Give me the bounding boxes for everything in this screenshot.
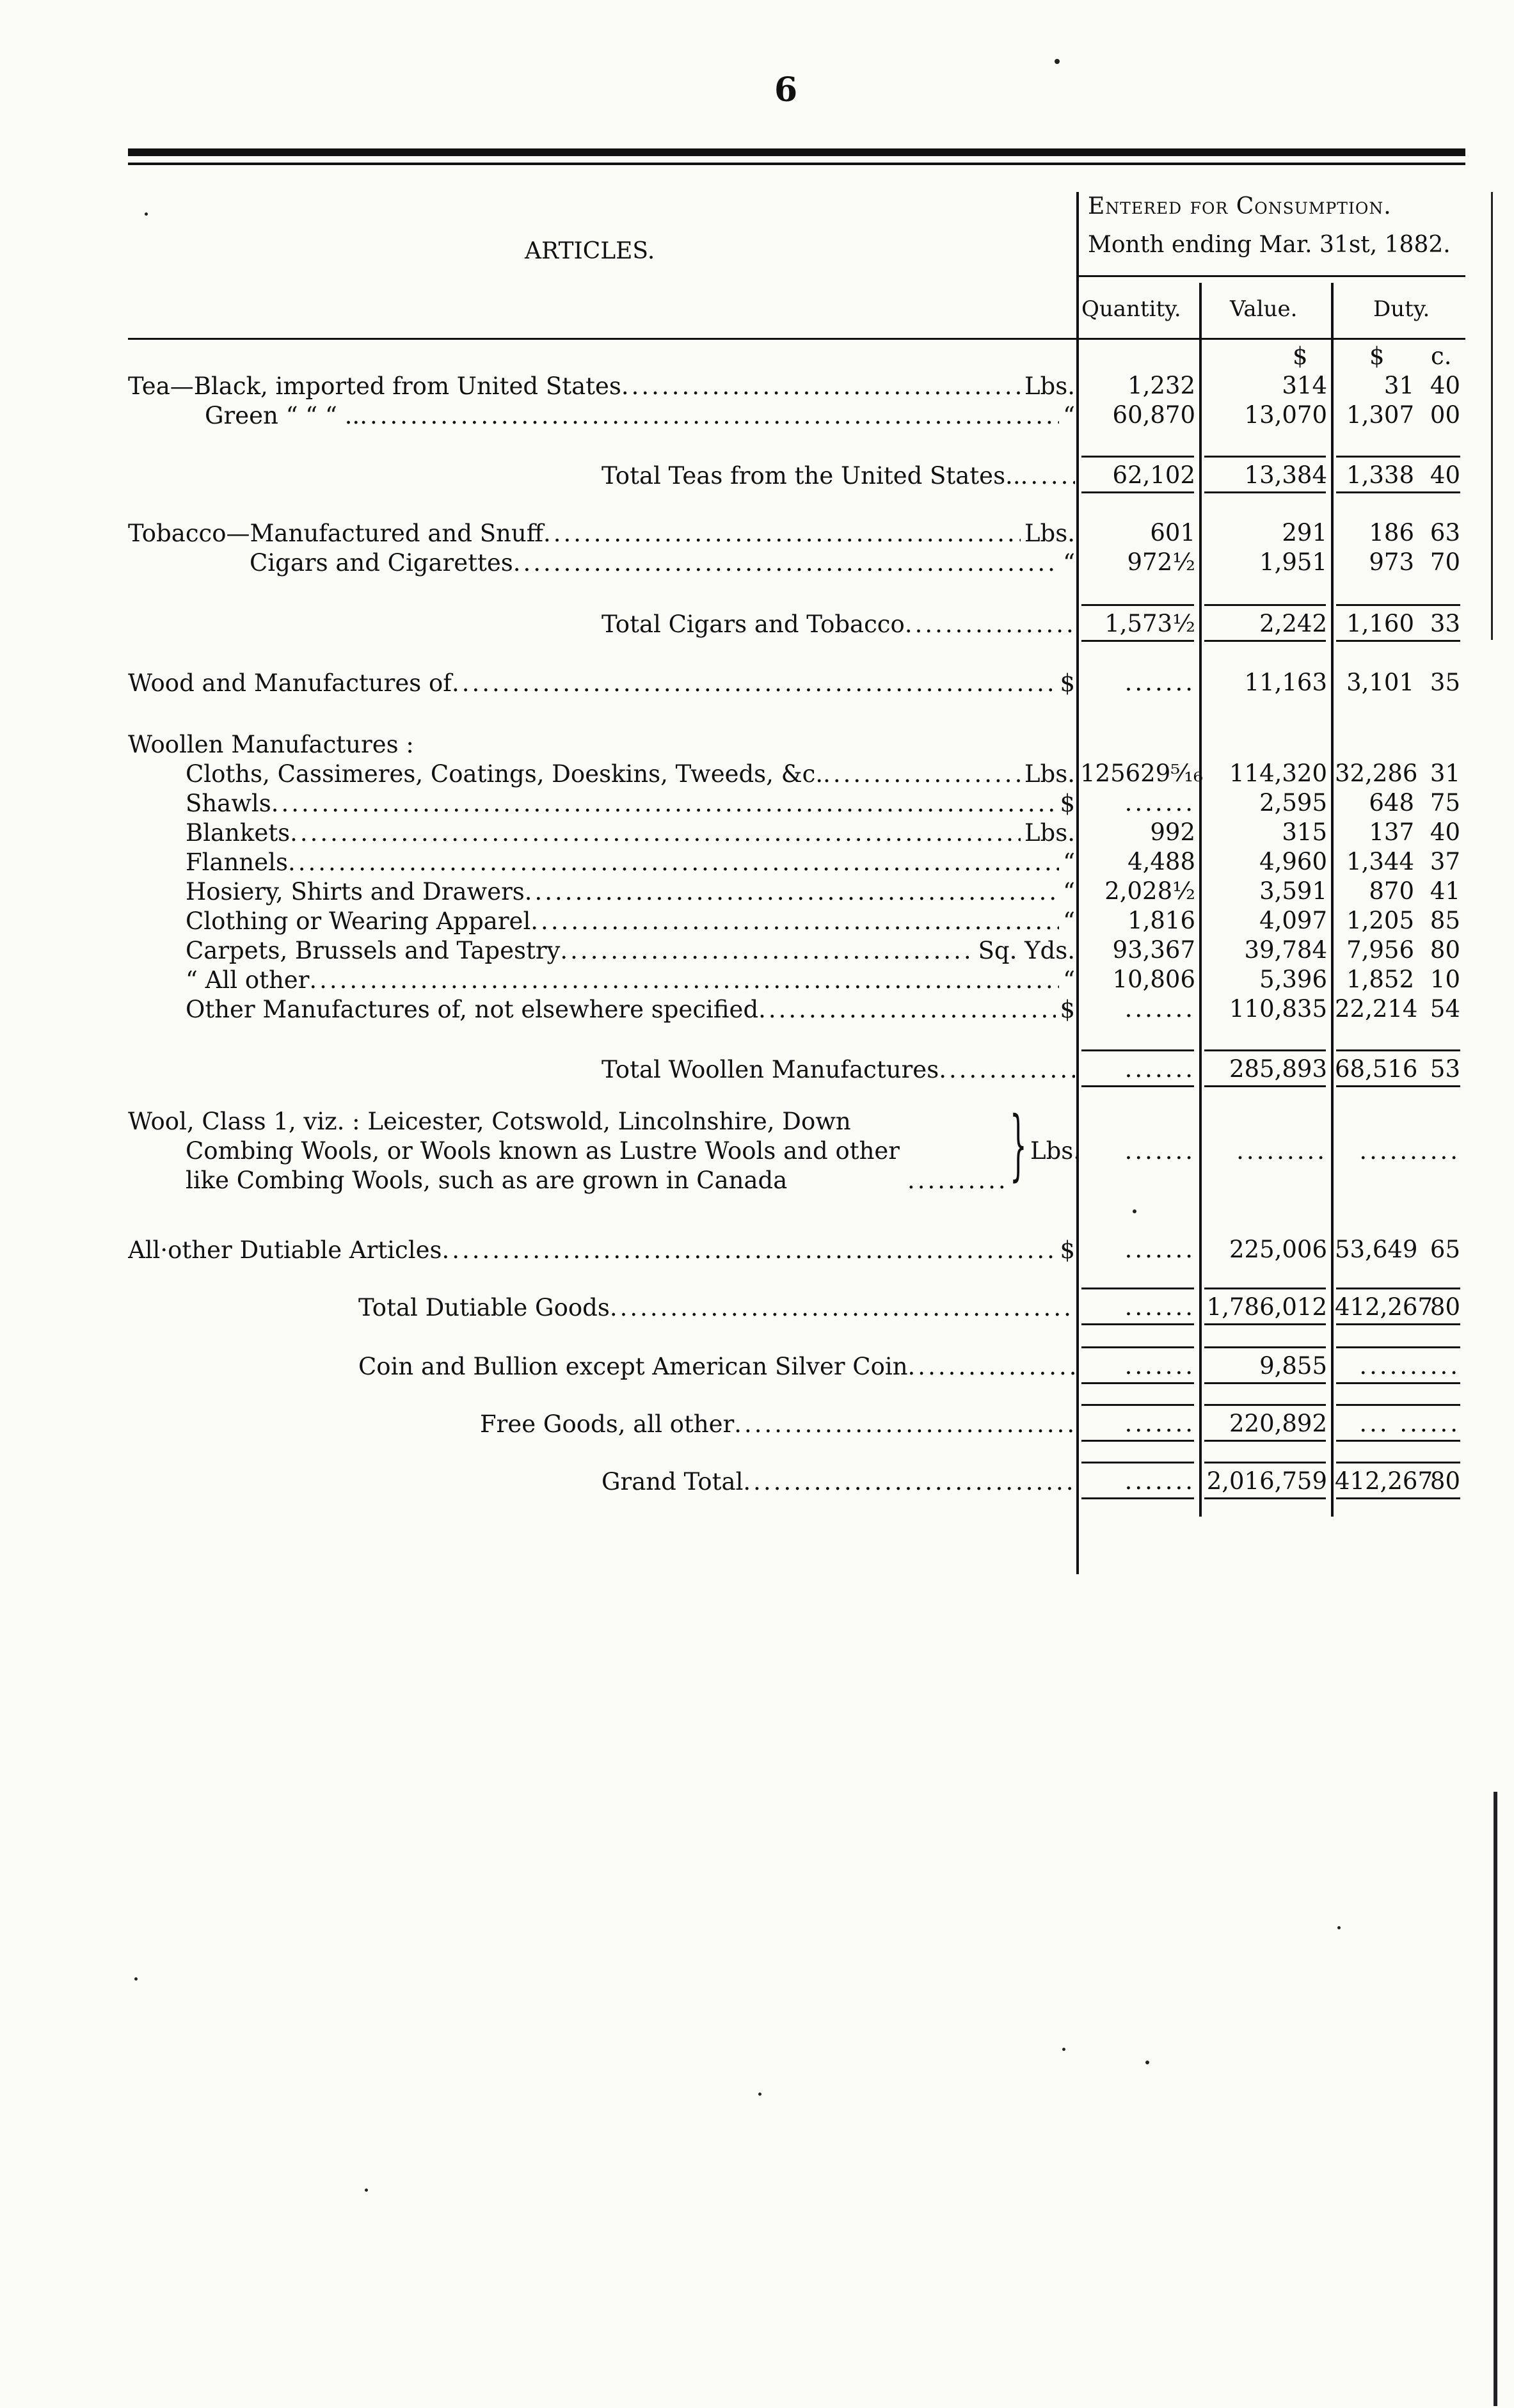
row-label-text: Wood and Manufactures of [128,669,452,697]
total-rule-bottom [1081,491,1194,493]
row-duty-dollars: 648 [1369,789,1414,817]
row-duty-dollars: 973 [1369,548,1414,576]
row-duty-cents: 00 [1430,401,1460,429]
row-value: 4,960 [1259,848,1327,875]
row-value: 220,892 [1229,1410,1327,1437]
month-heading: Month ending Mar. 31st, 1882. [1088,232,1451,258]
row-label [128,371,1075,401]
row-label [128,1293,1075,1322]
row-value: 9,855 [1259,1352,1327,1380]
row-value: 2,242 [1259,610,1327,637]
row-quantity: 1,573½ [1104,610,1195,637]
row-quantity: ....... [1124,1467,1195,1495]
header-rule [1076,275,1465,277]
row-duty-cents: 63 [1430,519,1460,546]
row-unit: “ [1063,548,1075,577]
table-row [128,906,1465,936]
row-label [128,461,1075,490]
row-quantity: 10,806 [1112,966,1195,993]
row-label-text: Total Woollen Manufactures [602,1055,939,1083]
row-label [128,788,1075,818]
row-quantity: 2,028½ [1104,877,1195,905]
row-duty-cents [1414,730,1460,759]
dollar-sign-value: $ [1293,342,1308,370]
row-duty-cents: 53 [1430,1055,1460,1083]
total-rule-top [1204,456,1326,458]
row-duty-dollars: 1,338 [1346,461,1414,489]
row-duty-cents: 80 [1430,1467,1460,1495]
total-rule-bottom [1336,491,1460,493]
total-rule-top [1204,1049,1326,1051]
row-value: 11,163 [1244,669,1327,696]
row-label [128,730,1075,759]
row-value: 110,835 [1229,995,1327,1023]
row-duty-cents: 41 [1430,877,1460,905]
row-quantity: 601 [1150,519,1195,546]
table-row [128,994,1465,1024]
leader-dots [560,937,974,964]
row-label [128,548,1075,577]
row-duty-dollars: 68,516 [1335,1055,1418,1083]
total-rule-top [1081,1462,1194,1463]
leader-dots [442,1236,1056,1264]
leader-dots [271,790,1056,817]
row-quantity: ....... [1124,995,1195,1023]
row-duty-dollars: 22,214 [1335,995,1418,1023]
row-label-text: Shawls [186,789,271,817]
row-label [128,847,1075,877]
row-duty-dollars [1335,730,1414,759]
row-duty-cents: 31 [1430,760,1460,787]
wool-unit: Lbs. [1030,1137,1081,1165]
row-duty-dollars: 137 [1369,818,1414,846]
quantity-heading: Quantity. [1081,296,1181,322]
wool-line-2: Combing Wools, or Wools known as Lustre Wools and other [186,1137,900,1165]
wool-quantity: ....... [1124,1137,1195,1165]
row-duty-cents: 37 [1430,848,1460,875]
leader-dots [309,966,1059,994]
row-duty-cents: 75 [1430,789,1460,817]
row-unit: “ [1063,877,1075,905]
row-label-text: Total Teas from the United States.. [602,461,1021,490]
row-duty-dollars: 1,307 [1346,401,1414,429]
total-rule-top [1081,1346,1194,1348]
table-row [128,788,1465,818]
total-rule-bottom [1336,1497,1460,1499]
speck [1055,59,1060,64]
total-rule-top [1336,1049,1460,1051]
table-row [128,518,1465,548]
row-quantity: ....... [1124,1293,1195,1321]
row-value: 1,951 [1259,548,1327,576]
row-label-text: Tea—Black, imported from United States [128,372,621,400]
total-row [128,609,1465,639]
wool-line-1: Wool, Class 1, viz. : Leicester, Cotswold, Lincolnshire, Down [128,1108,851,1135]
leader-dots [543,520,1021,547]
table-row [128,877,1465,906]
row-duty-dollars: 186 [1369,519,1414,546]
row-unit: “ [1063,907,1075,935]
total-row [128,1467,1465,1496]
row-label-text: Other Manufactures of, not elsewhere specified [186,995,759,1023]
row-duty-dollars: 412,267 [1335,1293,1433,1321]
row-unit: “ [1063,966,1075,994]
leader-dots [290,819,1021,847]
total-rule-bottom [1204,491,1326,493]
table-row [128,759,1465,788]
leader-dots [360,402,1059,429]
row-duty-dollars: 1,344 [1346,848,1414,875]
row-label-text: Hosiery, Shirts and Drawers [186,877,525,905]
leader-dots [905,610,1075,638]
row-quantity [1080,730,1195,759]
total-rule-bottom [1204,1382,1326,1384]
leader-dots [525,878,1059,905]
row-label-text: All·other Dutiable Articles [128,1236,442,1264]
row-duty-cents: 65 [1430,1236,1460,1263]
speck [758,2093,761,2096]
cents-sign: c. [1431,342,1452,370]
speck [1145,2061,1149,2064]
row-quantity: 125629⁵⁄₁₆ [1080,760,1203,787]
total-rule-top [1081,456,1194,458]
total-rule-bottom [1081,1497,1194,1499]
total-rule-top [1081,1049,1194,1051]
row-label-text: Flannels [186,848,288,876]
row-label-text: Coin and Bullion except American Silver Coin [358,1352,908,1380]
row-duty-cents: 33 [1430,610,1460,637]
row-value: 5,396 [1259,966,1327,993]
leader-dots [743,1468,1075,1495]
row-label [128,1235,1075,1264]
row-quantity: 1,816 [1128,907,1195,934]
total-rule-bottom [1336,1085,1460,1087]
row-label-text: “ All other [186,966,310,994]
row-value: 1,786,012 [1206,1293,1327,1321]
row-duty-dollars: 1,852 [1346,966,1414,993]
row-value: 39,784 [1244,936,1327,964]
total-rule-top [1336,456,1460,458]
row-label [128,906,1075,936]
row-value: 13,384 [1244,461,1327,489]
row-duty-cents: 70 [1430,548,1460,576]
leader-dots [530,907,1059,935]
row-duty-dollars: 3,101 [1346,669,1414,696]
row-quantity: ....... [1124,1055,1195,1083]
row-value: 2,016,759 [1206,1467,1327,1495]
leader-dots [734,1410,1075,1438]
top-thin-rule [128,163,1465,165]
leader-dots [758,996,1056,1023]
row-quantity: 1,232 [1128,372,1195,399]
row-label-text: Cloths, Cassimeres, Coatings, Doeskins, Tweeds, &c. [186,760,824,788]
table-row [128,730,1465,759]
row-duty-cents: 35 [1430,669,1460,696]
row-duty-cents: 80 [1430,1293,1460,1321]
total-rule-top [1336,1404,1460,1406]
row-value: 4,097 [1259,907,1327,934]
entered-heading: Entered for Consumption. [1088,193,1392,219]
table-row [128,371,1465,401]
top-thick-rule [128,148,1465,156]
row-label [128,401,1075,430]
row-label [128,1467,1075,1496]
total-rule-top [1081,1288,1194,1289]
articles-heading: ARTICLES. [525,238,655,264]
consumption-table [128,186,1465,1517]
row-label-text: Woollen Manufactures : [128,730,414,758]
dollar-sign-duty: $ [1369,342,1385,370]
total-rule-top [1081,604,1194,606]
row-value: 114,320 [1229,760,1327,787]
row-label [128,609,1075,639]
row-duty-cents: 10 [1430,966,1460,993]
row-duty-cents: 54 [1430,995,1460,1023]
row-duty-cents [1414,1352,1460,1381]
row-label [128,668,1075,698]
row-duty-dollars: 1,205 [1346,907,1414,934]
leader-dots [1021,462,1075,490]
row-duty-dollars: .......... [1359,1352,1460,1380]
total-rule-bottom [1081,1323,1194,1325]
speck [1337,1926,1341,1929]
right-margin-rule [1494,1792,1497,2406]
row-value: 13,070 [1244,401,1327,429]
row-duty-dollars: 53,649 [1335,1236,1418,1263]
row-label [128,1352,1075,1381]
right-margin-rule [1491,192,1493,640]
row-label [128,994,1075,1024]
table-row [128,847,1465,877]
row-quantity: 4,488 [1128,848,1195,875]
row-duty-cents: 40 [1430,372,1460,399]
total-rule-top [1336,604,1460,606]
row-label-text: Green “ “ “ .. [205,401,360,429]
wool-duty: .......... [1359,1137,1460,1165]
row-label [128,1409,1075,1439]
total-rule-bottom [1336,1382,1460,1384]
total-rule-bottom [1204,1085,1326,1087]
row-quantity: ....... [1124,1352,1195,1380]
row-label [128,877,1075,906]
total-rule-top [1336,1346,1460,1348]
row-unit: $ [1060,1236,1075,1264]
row-quantity: ....... [1124,1236,1195,1263]
leader-dots [908,1353,1075,1380]
row-quantity: 62,102 [1112,461,1195,489]
total-rule-bottom [1336,1323,1460,1325]
row-unit: “ [1063,401,1075,429]
row-label [128,965,1075,994]
row-label-text: Free Goods, all other [480,1410,735,1438]
row-quantity: ....... [1124,669,1195,696]
total-row [128,1055,1465,1084]
speck [1133,1209,1136,1213]
row-label-text: Grand Total [602,1467,744,1495]
wool-line-3: like Combing Wools, such as are grown in Canada [186,1167,788,1194]
row-unit: Lbs. [1024,372,1075,400]
row-label [128,1055,1075,1084]
row-duty-dollars: 31 [1383,372,1414,399]
wool-right-brace: } [1010,1101,1027,1190]
row-value: 3,591 [1259,877,1327,905]
row-unit: $ [1060,789,1075,817]
row-quantity: 972½ [1127,548,1195,576]
row-unit: $ [1060,995,1075,1023]
row-duty-dollars: 1,160 [1346,610,1414,637]
total-row [128,1293,1465,1322]
total-rule-top [1204,604,1326,606]
total-row [128,461,1465,490]
page-number: 6 [774,70,798,109]
row-quantity: ....... [1124,1410,1195,1437]
leader-dots [823,760,1021,788]
row-duty-cents [1414,1409,1460,1439]
leader-dots [621,372,1021,400]
table-row [128,936,1465,965]
speck [365,2189,368,2192]
row-unit: Lbs. [1024,760,1075,788]
total-rule-bottom [1204,640,1326,642]
row-quantity: ....... [1124,789,1195,817]
row-duty-dollars: 870 [1369,877,1414,905]
row-quantity: 93,367 [1112,936,1195,964]
total-rule-bottom [1204,1440,1326,1442]
row-label-text: Total Dutiable Goods [358,1293,610,1321]
row-label-text: Tobacco—Manufactured and Snuff [128,519,543,547]
table-row [128,401,1465,430]
row-value: 225,006 [1229,1236,1327,1263]
row-label [128,518,1075,548]
value-heading: Value. [1230,296,1298,322]
row-duty-dollars: 7,956 [1346,936,1414,964]
row-duty-dollars: ... ...... [1359,1410,1460,1437]
duty-heading: Duty. [1373,296,1430,322]
speck [145,212,148,216]
row-label-text: Total Cigars and Tobacco [602,610,905,638]
row-quantity: 992 [1150,818,1195,846]
table-row [128,965,1465,994]
row-value: 314 [1282,372,1327,399]
row-value: 2,595 [1259,789,1327,817]
row-unit: “ [1063,848,1075,876]
leader-dots [610,1294,1075,1321]
row-unit: Sq. Yds. [978,936,1075,964]
total-rule-top [1336,1462,1460,1463]
row-label [128,818,1075,847]
total-rule-top [1081,1404,1194,1406]
row-label-text: Cigars and Cigarettes [250,548,513,577]
row-label [128,759,1075,788]
wool-value: ......... [1236,1137,1327,1165]
total-rule-top [1336,1288,1460,1289]
row-label-text: Carpets, Brussels and Tapestry [186,936,561,964]
speck [1062,2048,1065,2051]
row-value: 285,893 [1229,1055,1327,1083]
leader-dots [939,1056,1075,1083]
header-bottom-rule [128,338,1465,340]
table-row [128,1235,1465,1264]
total-rule-bottom [1081,1382,1194,1384]
row-duty-dollars: 32,286 [1335,760,1418,787]
total-rule-top [1204,1288,1326,1289]
row-duty-cents: 85 [1430,907,1460,934]
row-duty-dollars: 412,267 [1335,1467,1433,1495]
total-row [128,1352,1465,1381]
total-rule-bottom [1336,1440,1460,1442]
total-rule-bottom [1204,1497,1326,1499]
leader-dots [452,669,1056,697]
table-row [128,818,1465,847]
row-value: 291 [1282,519,1327,546]
speck [134,1977,138,1981]
total-rule-bottom [1081,1440,1194,1442]
total-rule-bottom [1204,1323,1326,1325]
total-rule-bottom [1081,640,1194,642]
row-value: 315 [1282,818,1327,846]
total-rule-top [1204,1462,1326,1463]
total-rule-bottom [1081,1085,1194,1087]
total-rule-top [1204,1404,1326,1406]
table-row [128,668,1465,698]
total-row [128,1409,1465,1439]
row-quantity: 60,870 [1112,401,1195,429]
row-unit: Lbs. [1024,818,1075,847]
row-duty-cents: 80 [1430,936,1460,964]
row-duty-cents: 40 [1430,461,1460,489]
row-label [128,936,1075,965]
row-unit: $ [1060,669,1075,697]
row-label-text: Blankets [186,818,291,847]
row-unit: Lbs. [1024,519,1075,547]
leader-dots [288,849,1059,876]
wool-line-3-dots: .......... [907,1167,1008,1194]
total-rule-top [1204,1346,1326,1348]
table-row [128,548,1465,577]
total-rule-bottom [1336,640,1460,642]
row-duty-cents: 40 [1430,818,1460,846]
leader-dots [513,549,1059,577]
row-label-text: Clothing or Wearing Apparel [186,907,531,935]
row-value [1203,730,1327,759]
